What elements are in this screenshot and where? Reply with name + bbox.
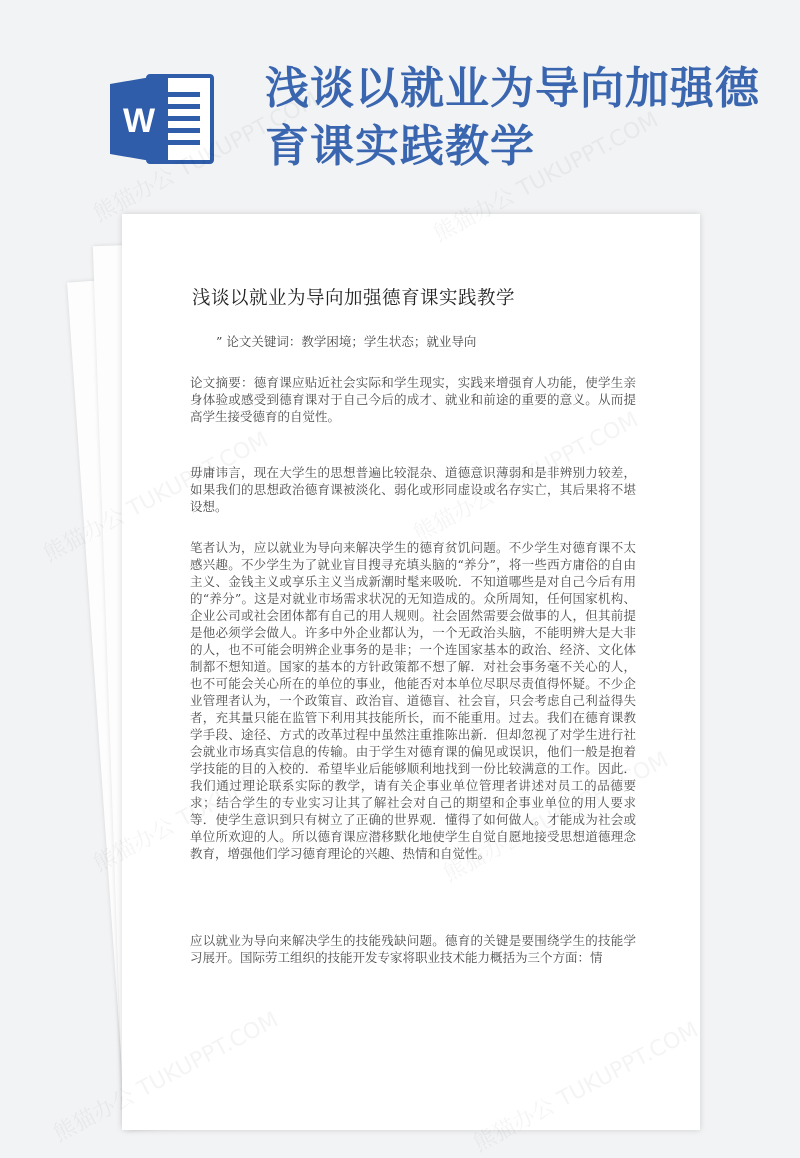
banner-title: 浅谈以就业为导向加强德育课实践教学 (265, 63, 760, 172)
body-paragraph-3: 应以就业为导向来解决学生的技能残缺问题。德育的关键是要围绕学生的技能学习展开。国际劳工组织的技能开发专家将职业技术能力概括为三个方面：情 (190, 933, 636, 965)
svg-text:W: W (122, 102, 156, 140)
document-title: 浅谈以就业为导向加强德育课实践教学 (192, 288, 516, 309)
keywords-line: ” 论文关键词：教学困境；学生状态；就业导向 (216, 334, 477, 349)
body-paragraph-2: 笔者认为，应以就业为导向来解决学生的德育贫饥问题。不少学生对德育课不太感兴趣。不少学生为了就业盲目搜寻充填头脑的“养分”，将一些西方庸俗的自由主义、金钱主义或享乐主义当成新潮时髦来吸吮．不知道哪些是对自己今后有用的“养分”。这是对就业市场需求状况的无知造成的。众所周知，任何国家机构、企业公司或社会团体都有自己的用人规则。社会固然需要会做事的人，但其前提是他必须学会做人。许多中外企业都认为，一个无政治头脑，不能明辨大是大非的人，也不可能会明辨企业事务的是非；一个连国家基本的政治、经济、文化体制都不想知道。国家的基本的方针政策都不想了解．对社会事务毫不关心的人，也不可能会关心所在的单位的事业，他能否对本单位尽职尽责值得怀疑。不少企业管理者认为，一个政策盲、政治盲、道德盲、社会盲，只会考虑自己利益得失者，充其量只能在监管下利用其技能所长，而不能重用。过去。我们在德育课教学手段、途径、方式的改革过程中虽然注重推陈出新．但却忽视了对学生进行社会就业市场真实信息的传输。由于学生对德育课的偏见或误识，他们一般是抱着学技能的目的入校的．希望毕业后能够顺利地找到一份比较满意的工作。因此．我们通过理论联系实际的教学，请有关企事业单位管理者讲述对员工的品德要求；结合学生的专业实习让其了解社会对自己的期望和企事业单位的用人要求等．使学生意识到只有树立了正确的世界观．懂得了如何做人。才能成为社会或单位所欢迎的人。所以德育课应潜移默化地使学生自觉自愿地接受思想道德理念教育，增强他们学习德育理论的兴趣、热情和自觉性。 (190, 540, 636, 861)
word-icon (110, 70, 220, 168)
document-page (122, 214, 700, 1130)
abstract-paragraph: 论文摘要：德育课应贴近社会实际和学生现实，实践来增强育人功能，使学生亲身体验或感受到德育课对于自己今后的成才、就业和前途的重要的意义。从而提高学生接受德育的自觉性。 (190, 375, 636, 424)
cover-banner (0, 0, 800, 215)
body-paragraph-1: 毋庸讳言，现在大学生的思想普遍比较混杂、道德意识薄弱和是非辨别力较差，如果我们的思想政治德育课被淡化、弱化或形同虚设或名存实亡，其后果将不堪设想。 (190, 465, 636, 514)
